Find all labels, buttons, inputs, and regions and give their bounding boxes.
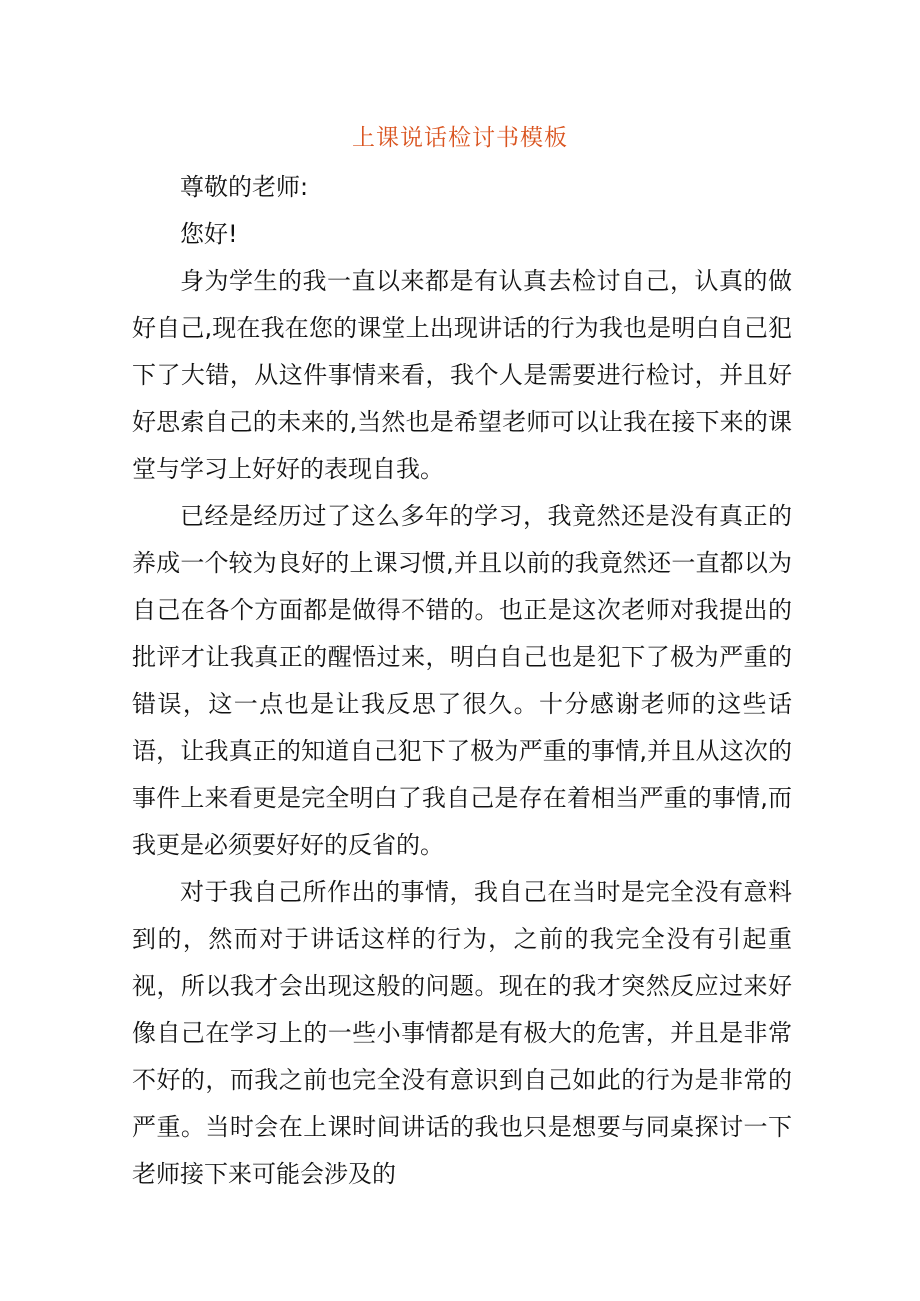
paragraph-1: 身为学生的我一直以来都是有认真去检讨自己，认真的做好自己,现在我在您的课堂上出现讲话的行为我也是明白自己犯下了大错，从这件事情来看，我个人是需要进行检讨，并且好好思索自己的未来的,当然也是希望老师可以让我在接下来的课堂与学习上好好的表现自我。 [132,267,792,483]
paragraph-3: 对于我自己所作出的事情，我自己在当时是完全没有意料到的，然而对于讲话这样的行为，之前的我完全没有引起重视，所以我才会出现这般的问题。现在的我才突然反应过来好像自己在学习上的一些小事情都是有极大的危害，并且是非常不好的，而我之前也完全没有意识到自己如此的行为是非常的严重。当时会在上课时间讲话的我也只是想要与同桌探讨一下老师接下来可能会涉及的 [132,878,792,1188]
greeting: 您好! [180,220,238,248]
salutation: 尊敬的老师: [180,173,309,201]
document-body [132,164,792,1198]
document-title: 上课说话检讨书模板 [352,125,568,151]
paragraph-2: 已经是经历过了这么多年的学习，我竟然还是没有真正的养成一个较为良好的上课习惯,并且以前的我竟然还一直都以为自己在各个方面都是做得不错的。也正是这次老师对我提出的批评才让我真正的醒悟过来，明白自己也是犯下了极为严重的错误，这一点也是让我反思了很久。十分感谢老师的这些话语，让我真正的知道自己犯下了极为严重的事情,并且从这次的事件上来看更是完全明白了我自己是存在着相当严重的事情,而我更是必须要好好的反省的。 [132,502,792,859]
